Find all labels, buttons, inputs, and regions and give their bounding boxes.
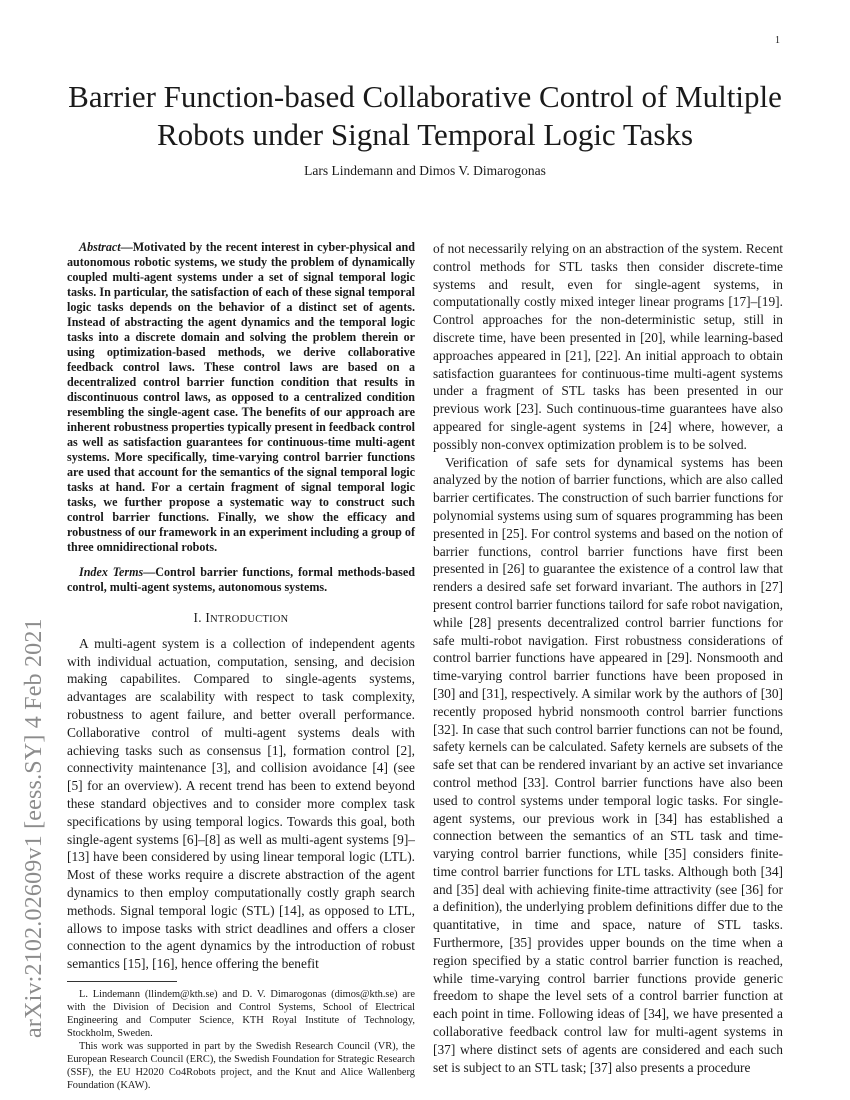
abstract [67, 240, 415, 555]
index-terms-text: —Control barrier functions, formal methods-based control, multi-agent systems, autonomous systems. [67, 565, 415, 594]
section-title-initial: I [205, 610, 211, 625]
right-column [433, 240, 783, 1076]
section-title-rest: NTRODUCTION [210, 614, 289, 625]
footnote-divider [67, 981, 177, 982]
intro-paragraph: A multi-agent system is a collection of independent agents with individual actuation, computation, sensing, and decision making capabilites. Compared to single-agents systems, advantages are scalability with respect to task complexity, robustness to agent failure, and better overall performance. Collaborative control of multi-agent systems deals with achieving tasks such as consensus [1], formation control [2], connectivity maintenance [3], and collision avoidance [4] (see [5] for an overview). A recent trend has been to extend beyond these standard objectives and to consider more complex task specifications by using temporal logics. Towards this goal, both single-agent systems [6]–[8] as well as multi-agent systems [9]–[13] have been considered by using linear temporal logic (LTL). Most of these works require a discrete abstraction of the agent dynamics to then employ computationally costly graph search methods. Signal temporal logic (STL) [14], as opposed to LTL, allows to impose tasks with strict deadlines and offers a closer connection to the agent dynamics by the introduction of robust semantics [15], [16], hence offering the benefit [67, 635, 415, 972]
left-column [67, 240, 415, 1092]
arxiv-identifier-text: arXiv:2102.02609v1 [eess.SY] 4 Feb 2021 [21, 618, 47, 1038]
footnote-affiliation: L. Lindemann (llindem@kth.se) and D. V. Dimarogonas (dimos@kth.se) are with the Division of Decision and Control Systems, School of Electrical Engineering and Computer Science, KTH Royal Institute of Technology, Stockholm, Sweden. [67, 988, 415, 1039]
index-terms [67, 565, 415, 595]
section-numeral: I. [193, 610, 202, 625]
body-paragraph: Verification of safe sets for dynamical systems has been analyzed by the notion of barrier functions, which are also called barrier certificates. The construction of such barrier functions for polynomial systems using sum of squares programming has been presented in [25]. For control systems and based on the notion of barrier functions, control barrier functions have first been presented in [26] to guarantee the existence of a control law that renders a desired safe set forward invariant. The authors in [27] present control barrier functions tailord for safe robot navigation, while [28] presents decentralized control barrier functions for safe multi-robot navigation. First robustness considerations of control barrier functions have appeared in [29]. Nonsmooth and time-varying control barrier functions have been proposed in [30] and [31], respectively. A similar work by the authors of [30] recently proposed hybrid nonsmooth control barrier functions [32]. In case that such control barrier functions can not be found, safety kernels can be calculated. Safety kernels are subsets of the safe set that can be rendered invariant by an active set invariance control method [33]. Control barrier functions have also been used to control systems under temporal logic tasks. For single-agent systems, our previous work in [34] has established a connection between the semantics of an STL task and time-varying control barrier functions, while [35] considers finite-time control barrier functions for LTL tasks. Although both [34] and [35] deal with achieving finite-time attractivity (see [36] for a definition), the underlying problem definitions differ due to the quantitative, in time and space, nature of STL tasks. Furthermore, [35] provides upper bounds on the time when a region specified by a static control barrier function is reached, while time-varying control barrier functions provide generic freedom to shape the level sets of a control barrier function at each point in time. Following ideas of [34], we have presented a collaborative feedback control law for multi-agent systems in [37] where distinct sets of agents are considered and each such set is subject to an STL task; [37] also presents a procedure [433, 454, 783, 1075]
abstract-text: —Motivated by the recent interest in cyber-physical and autonomous robotic systems, we study the problem of dynamically coupled multi-agent systems under a set of signal temporal logic tasks. In particular, the satisfaction of each of these signal temporal logic tasks depends on the behavior of a distinct set of agents. Instead of abstracting the agent dynamics and the temporal logic tasks into a discrete domain and solving the problem therein or using optimization-based methods, we derive collaborative feedback control laws. These control laws are based on a decentralized control barrier function condition that results in discontinuous control laws, as opposed to a centralized condition resembling the single-agent case. The benefits of our approach are inherent robustness properties typically present in feedback control as well as satisfaction guarantees for continuous-time multi-agent systems. More specifically, time-varying control barrier functions are used that account for the semantics of the signal temporal logic tasks at hand. For a certain fragment of signal temporal logic tasks, we further propose a systematic way to construct such control barrier functions. Finally, we show the efficacy and robustness of our framework in an experiment including a group of three omnidirectional robots. [67, 240, 415, 554]
paper-authors: Lars Lindemann and Dimos V. Dimarogonas [304, 163, 546, 178]
section-heading-introduction [67, 609, 415, 629]
paper-title: Barrier Function-based Collaborative Control of Multiple Robots under Signal Temporal Logic Tasks [68, 79, 782, 152]
footnote-funding: This work was supported in part by the Swedish Research Council (VR), the European Research Council (ERC), the Swedish Foundation for Strategic Research (SSF), the EU H2020 Co4Robots project, and the Knut and Alice Wallenberg Foundation (KAW). [67, 1040, 415, 1091]
page-number: 1 [775, 35, 780, 46]
body-paragraph: of not necessarily relying on an abstraction of the system. Recent control methods for STL tasks then consider discrete-time systems and result, even for single-agent systems, in computationally costly mixed integer linear programs [17]–[19]. Control approaches for the non-deterministic setup, still in discrete time, have been presented in [20], while learning-based approaches appeared in [21], [22]. An initial approach to obtain satisfaction guarantees for continuous-time multi-agent systems under a fragment of STL tasks has been presented in our previous work [23]. Such continuous-time guarantees have also appeared for single-agent systems in [24] where, however, a possibly non-convex optimization problem is to be solved. [433, 241, 783, 452]
abstract-label: Abstract [79, 240, 121, 254]
index-terms-label: Index Terms [79, 565, 144, 579]
